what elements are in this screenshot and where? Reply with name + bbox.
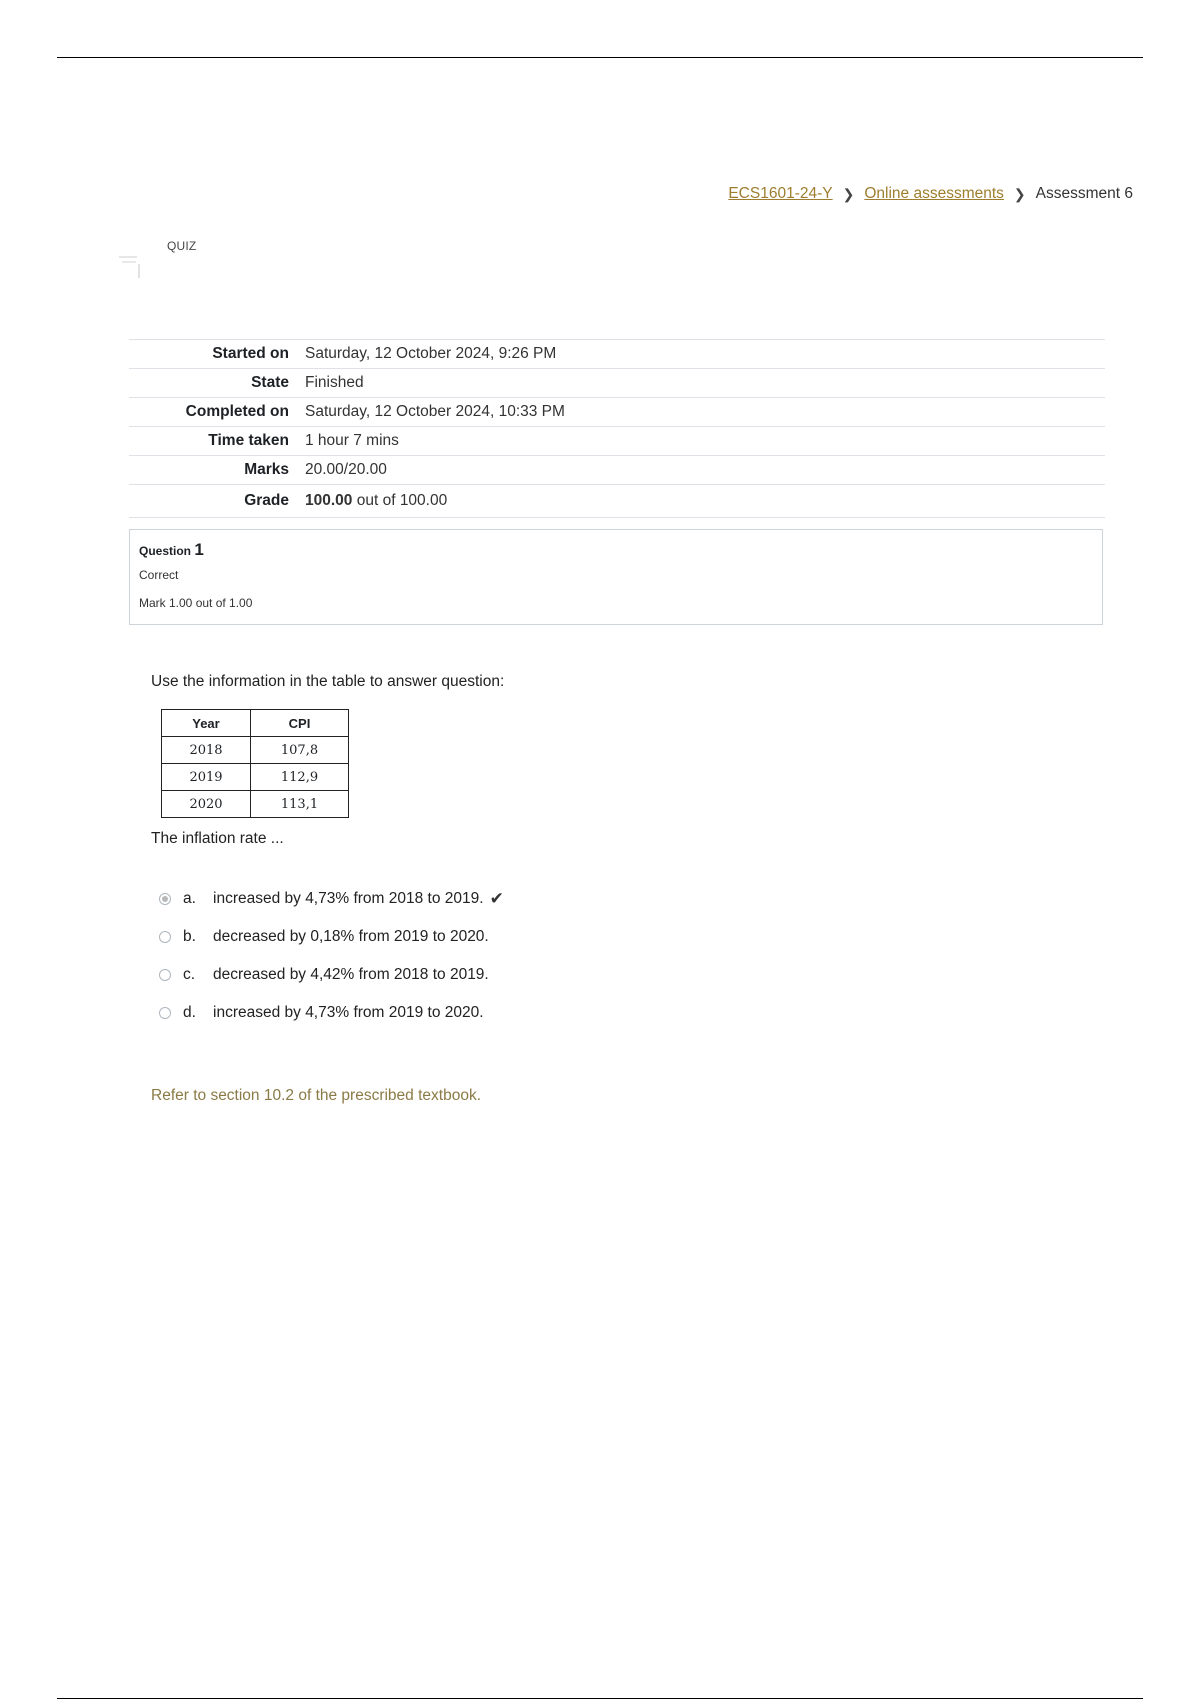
table-header: Year: [162, 710, 251, 737]
summary-value: Saturday, 12 October 2024, 9:26 PM: [305, 345, 557, 362]
summary-value: Saturday, 12 October 2024, 10:33 PM: [305, 403, 565, 420]
attempt-summary-table: [129, 339, 1105, 518]
answer-letter: c.: [183, 966, 196, 983]
top-rule: [57, 57, 1143, 58]
question-number: [139, 540, 1093, 560]
question-intro: Use the information in the table to answer question:: [151, 673, 505, 690]
summary-value: 20.00/20.00: [305, 461, 387, 478]
table-cell: 107,8: [251, 737, 349, 764]
radio-selected[interactable]: [159, 893, 171, 905]
question-prompt: The inflation rate ...: [151, 830, 284, 847]
answer-option-d[interactable]: [159, 994, 504, 1032]
answer-text: increased by 4,73% from 2019 to 2020.: [213, 1004, 484, 1021]
question-state: Correct: [139, 568, 179, 582]
answer-letter: d.: [183, 1004, 196, 1021]
question-prefix: Question: [139, 544, 192, 558]
general-feedback: Refer to section 10.2 of the prescribed textbook.: [151, 1087, 481, 1104]
answer-letter: a.: [183, 890, 196, 907]
question-info-box: [129, 529, 1103, 625]
table-header: CPI: [251, 710, 349, 737]
quiz-label: QUIZ: [167, 239, 197, 253]
table-row: [162, 737, 349, 764]
question-mark: Mark 1.00 out of 1.00: [139, 596, 253, 610]
breadcrumb-online-assessments-link[interactable]: Online assessments: [864, 185, 1004, 202]
radio-unselected[interactable]: [159, 1007, 171, 1019]
radio-unselected[interactable]: [159, 969, 171, 981]
answer-text: increased by 4,73% from 2018 to 2019.: [213, 890, 484, 907]
table-row: [162, 791, 349, 818]
answer-option-a[interactable]: [159, 880, 504, 918]
table-row: [162, 764, 349, 791]
summary-label: Grade: [244, 492, 289, 509]
table-header-row: [162, 710, 349, 737]
chevron-right-icon: ❯: [1013, 185, 1026, 202]
summary-label: Time taken: [208, 432, 289, 449]
summary-row-grade: [129, 485, 1105, 518]
summary-row-completed-on: [129, 398, 1105, 427]
bottom-rule: [57, 1698, 1143, 1699]
breadcrumb-current: Assessment 6: [1035, 185, 1133, 202]
table-cell: 113,1: [251, 791, 349, 818]
breadcrumb-course-link[interactable]: ECS1601-24-Y: [728, 185, 833, 202]
question-number-value: 1: [194, 540, 204, 559]
check-icon: ✔: [489, 889, 504, 908]
answer-option-b[interactable]: [159, 918, 504, 956]
summary-value: Finished: [305, 374, 364, 391]
answer-option-c[interactable]: [159, 956, 504, 994]
summary-row-marks: [129, 456, 1105, 485]
summary-label: Completed on: [185, 403, 289, 420]
chevron-right-icon: ❯: [842, 185, 855, 202]
answer-text: decreased by 4,42% from 2018 to 2019.: [213, 966, 489, 983]
summary-row-time-taken: [129, 427, 1105, 456]
answer-letter: b.: [183, 928, 196, 945]
summary-value: 1 hour 7 mins: [305, 432, 399, 449]
radio-unselected[interactable]: [159, 931, 171, 943]
breadcrumb: [728, 185, 1133, 203]
cpi-table: [161, 709, 349, 818]
summary-label: State: [251, 374, 289, 391]
answer-text: decreased by 0,18% from 2019 to 2020.: [213, 928, 489, 945]
summary-label: Marks: [244, 461, 289, 478]
answer-options: [159, 880, 504, 1032]
table-cell: 112,9: [251, 764, 349, 791]
grade-total: out of 100.00: [352, 492, 448, 509]
table-cell: 2020: [162, 791, 251, 818]
table-cell: 2018: [162, 737, 251, 764]
summary-row-state: [129, 369, 1105, 398]
summary-row-started-on: [129, 340, 1105, 369]
grade-score: 100.00: [305, 492, 353, 509]
summary-value: [297, 485, 1105, 518]
summary-label: Started on: [212, 345, 289, 362]
quiz-icon: [118, 254, 142, 280]
table-cell: 2019: [162, 764, 251, 791]
